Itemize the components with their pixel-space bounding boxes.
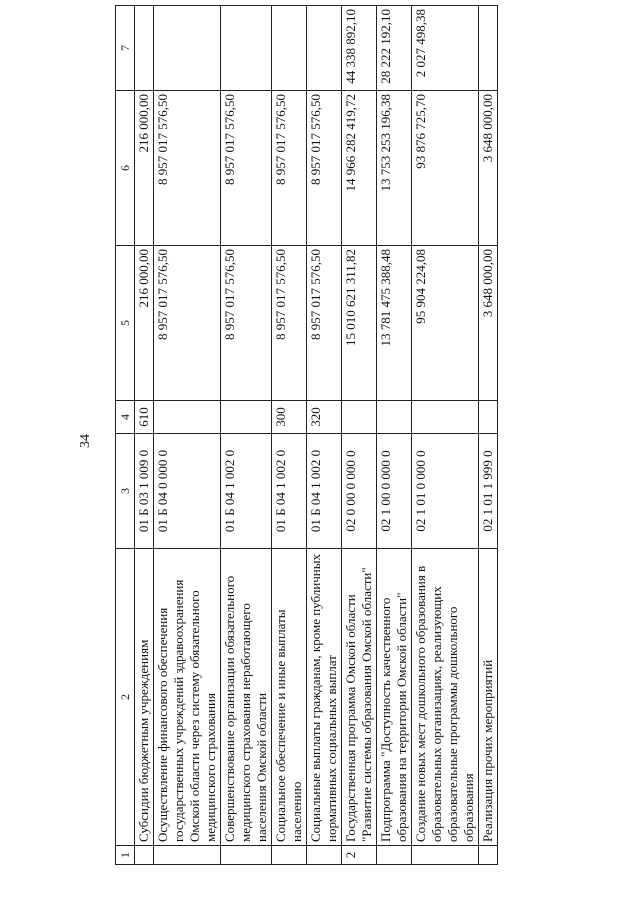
row-code: 02 1 01 1 999 0 — [479, 434, 498, 549]
row-value-7 — [479, 6, 498, 91]
row-name: Осуществление финансового обеспечения государственных учреждений здравоохранения Омской области через систему обязательного медицинского страхования — [154, 549, 221, 846]
header-col-2: 2 — [116, 549, 135, 846]
row-type — [412, 401, 479, 434]
row-code: 02 1 00 0 000 0 — [377, 434, 412, 549]
row-type: 300 — [272, 401, 307, 434]
row-type: 320 — [307, 401, 342, 434]
row-type — [221, 401, 272, 434]
row-code: 01 Б 04 1 002 0 — [221, 434, 272, 549]
row-value-5: 216 000,00 — [135, 246, 154, 401]
header-row — [116, 6, 135, 865]
row-value-7 — [272, 6, 307, 91]
table-row — [479, 6, 498, 865]
row-name: Создание новых мест дошкольного образования в образовательных организациях, реализующих образовательные программы дошкольного образования — [412, 549, 479, 846]
table-row — [342, 6, 377, 865]
budget-table — [115, 5, 498, 865]
table-row — [412, 6, 479, 865]
row-value-5: 8 957 017 576,50 — [221, 246, 272, 401]
row-number — [307, 846, 342, 865]
table-row — [154, 6, 221, 865]
row-value-6: 3 648 000,00 — [479, 91, 498, 246]
rotated-content — [55, 9, 605, 865]
row-name: Реализация прочих мероприятий — [479, 549, 498, 846]
table-row — [272, 6, 307, 865]
row-name: Подпрограмма "Доступность качественного образования на территории Омской области" — [377, 549, 412, 846]
table-row — [221, 6, 272, 865]
row-value-5: 95 904 224,08 — [412, 246, 479, 401]
row-code: 01 Б 04 0 000 0 — [154, 434, 221, 549]
row-name: Социальные выплаты гражданам, кроме публичных нормативных социальных выплат — [307, 549, 342, 846]
row-type — [377, 401, 412, 434]
row-type — [342, 401, 377, 434]
row-number — [377, 846, 412, 865]
row-value-5: 8 957 017 576,50 — [307, 246, 342, 401]
row-value-7: 2 027 498,38 — [412, 6, 479, 91]
row-name: Субсидии бюджетным учреждениям — [135, 549, 154, 846]
row-type — [479, 401, 498, 434]
row-number — [412, 846, 479, 865]
row-name: Государственная программа Омской области "Развитие системы образования Омской области" — [342, 549, 377, 846]
table-row — [307, 6, 342, 865]
row-value-6: 8 957 017 576,50 — [307, 91, 342, 246]
row-value-7 — [307, 6, 342, 91]
row-number — [154, 846, 221, 865]
row-number — [221, 846, 272, 865]
header-col-1: 1 — [116, 846, 135, 865]
row-number — [479, 846, 498, 865]
header-col-7: 7 — [116, 6, 135, 91]
row-value-5: 13 781 475 388,48 — [377, 246, 412, 401]
table-row — [377, 6, 412, 865]
row-value-5: 15 010 621 311,82 — [342, 246, 377, 401]
row-value-5: 8 957 017 576,50 — [272, 246, 307, 401]
row-value-7 — [221, 6, 272, 91]
header-col-3: 3 — [116, 434, 135, 549]
row-code: 01 Б 04 1 002 0 — [272, 434, 307, 549]
row-value-7 — [154, 6, 221, 91]
row-value-5: 3 648 000,00 — [479, 246, 498, 401]
table-row — [135, 6, 154, 865]
row-value-6: 13 753 253 196,38 — [377, 91, 412, 246]
row-number: 2 — [342, 846, 377, 865]
row-value-6: 8 957 017 576,50 — [154, 91, 221, 246]
row-value-6: 14 966 282 419,72 — [342, 91, 377, 246]
header-col-4: 4 — [116, 401, 135, 434]
row-value-6: 93 876 725,70 — [412, 91, 479, 246]
row-number — [272, 846, 307, 865]
row-value-6: 8 957 017 576,50 — [221, 91, 272, 246]
row-code: 02 1 01 0 000 0 — [412, 434, 479, 549]
header-col-6: 6 — [116, 91, 135, 246]
row-code: 01 Б 03 1 009 0 — [135, 434, 154, 549]
row-value-7: 44 338 892,10 — [342, 6, 377, 91]
row-value-6: 216 000,00 — [135, 91, 154, 246]
row-code: 02 0 00 0 000 0 — [342, 434, 377, 549]
row-value-6: 8 957 017 576,50 — [272, 91, 307, 246]
row-number — [135, 846, 154, 865]
row-value-5: 8 957 017 576,50 — [154, 246, 221, 401]
row-name: Совершенствование организации обязательного медицинского страхования неработающего населения Омской области — [221, 549, 272, 846]
row-code: 01 Б 04 1 002 0 — [307, 434, 342, 549]
page-number: 34 — [78, 434, 93, 448]
header-col-5: 5 — [116, 246, 135, 401]
row-value-7 — [135, 6, 154, 91]
row-type: 610 — [135, 401, 154, 434]
row-type — [154, 401, 221, 434]
row-name: Социальное обеспечение и иные выплаты населению — [272, 549, 307, 846]
row-value-7: 28 222 192,10 — [377, 6, 412, 91]
